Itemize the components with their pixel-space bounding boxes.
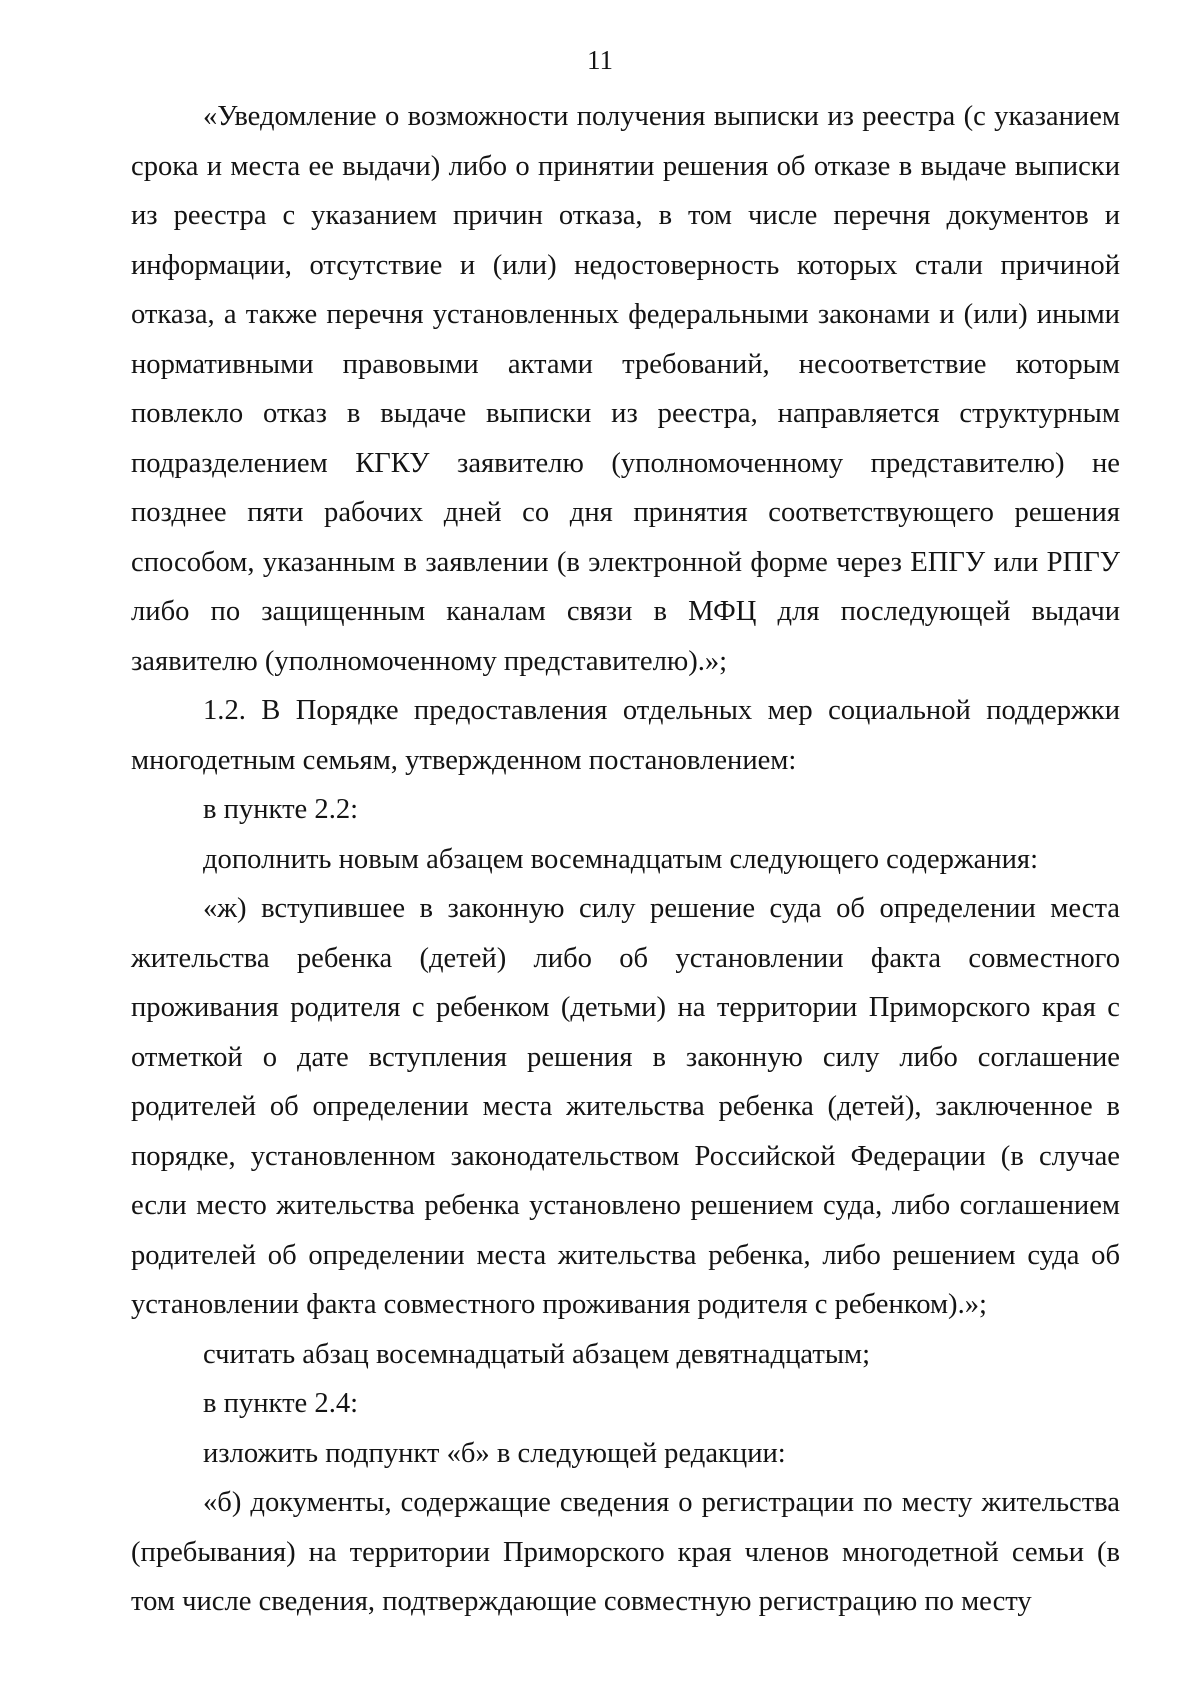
page-number: 11 <box>587 45 613 75</box>
paragraph-notification-text: «Уведомление о возможности получения выписки из реестра (с указанием срока и места ее выдачи) либо о принятии решения об отказе в выдаче выписки из реестра с указанием причин отказа, в том числе перечня документов и информации, отсутствие и (или) недостоверность которых стали причиной отказа, а также перечня установленных федеральными законами и (или) иными нормативными правовыми актами требований, несоответствие которым повлекло отказ в выдаче выписки из реестра, направляется структурным подразделением КГКУ заявителю (уполномоченному представителю) не позднее пяти рабочих дней со дня принятия соответствующего решения способом, указанным в заявлении (в электронной форме через ЕПГУ или РПГУ либо по защищенным каналам связи в МФЦ для последующей выдачи заявителю (уполномоченному представителю).»; <box>131 101 1120 677</box>
paragraph-item-b: «б) документы, содержащие сведения о регистрации по месту жительства (пребывания) на территории Приморского края членов многодетной семьи (в том числе сведения, подтверждающие совместную регистрацию по месту <box>131 1487 1120 1617</box>
paragraph-section-1-2: 1.2. В Порядке предоставления отдельных мер социальной поддержки многодетным семьям, утвержденном постановлением: <box>131 695 1120 776</box>
paragraph-clause-2-4: в пункте 2.4: <box>203 1388 359 1419</box>
paragraph-item-zh: «ж) вступившее в законную силу решение суда об определении места жительства ребенка (детей) либо об установлении факта совместного проживания родителя с ребенком (детьми) на территории Приморского края с отметкой о дате вступления решения в законную силу либо соглашение родителей об определении места жительства ребенка (детей), заключенное в порядке, установленном законодательством Российской Федерации (в случае если место жительства ребенка установлено решением суда, либо соглашением родителей об определении места жительства ребенка, либо решением суда об установлении факта совместного проживания родителя с ребенком).»; <box>131 893 1120 1320</box>
document-body <box>131 92 1120 1627</box>
paragraph-renumber: считать абзац восемнадцатый абзацем девятнадцатым; <box>203 1338 871 1370</box>
paragraph-add-new-paragraph: дополнить новым абзацем восемнадцатым следующего содержания: <box>203 843 1039 875</box>
paragraph-restate-subclause: изложить подпункт «б» в следующей редакции: <box>203 1437 786 1469</box>
paragraph-clause-2-2: в пункте 2.2: <box>203 794 359 825</box>
